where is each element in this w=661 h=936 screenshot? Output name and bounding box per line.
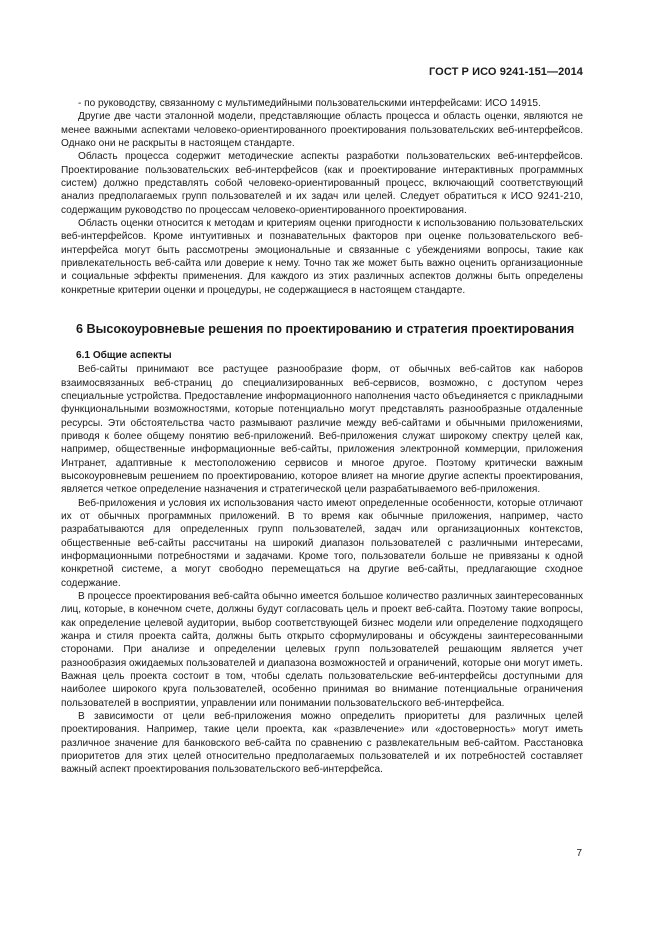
intro-paragraph: Другие две части эталонной модели, представляющие область процесса и область оценки, являются не менее важными аспектами человеко-ориентированного проектирования пользовательских веб-интерфейсов. Однако они не раскрыты в настоящем стандарте. [61, 111, 583, 150]
page-number: 7 [576, 848, 582, 859]
body-paragraph: В зависимости от цели веб-приложения можно определить приоритеты для различных целей проектирования. Например, такие цели проекта, как «развлечение» или «достоверность» могут иметь различное значение для банковского веб-сайта по сравнению с развлекательным веб-сайтом. Расстановка приоритетов для этих целей относительно предполагаемых пользователей и их потребностей составляет важный аспект проектирования пользовательского веб-интерфейса. [61, 711, 583, 776]
standard-header: ГОСТ Р ИСО 9241-151—2014 [428, 66, 583, 78]
section-title: 6 Высокоуровневые решения по проектированию и стратегия проектирования [76, 322, 575, 337]
intro-paragraph: Область процесса содержит методические аспекты разработки пользовательских веб-интерфейсов. Проектирование пользовательских веб-интерфейсов (как и проектирование интерактивных программных систем) должно представлять собой человеко-ориентированный процесс, включающий соответствующий анализ предполагаемых групп пользователей и их задач или целей. Следует обратиться к ИСО 9241-210, содержащим руководство по процессам человеко-ориентированного проектирования. [61, 151, 583, 216]
subsection-title: 6.1 Общие аспекты [76, 350, 172, 362]
body-paragraph: Веб-сайты принимают все растущее разнообразие форм, от обычных веб-сайтов как наборов взаимосвязанных веб-страниц до специализированных веб-сервисов, возможно, с доступом через специальные устройства. Предоставление информационного наполнения часто объединяется с прикладными функциональными возможностями, которые потенциально могут представлять разнообразные отдаленные ресурсы. Эти обстоятельства часто размывают различие между веб-сайтами и обычными приложениями, приводя к более общему понятию веб-приложений. Веб-приложения служат широкому спектру целей как, например, общественные информационные веб-сайты, приложения электронной коммерции, приложения Интранет, адаптивные к местоположению сервисов и многое другое. Поэтому критически важным высокоуровневым решением по проектированию, которое влияет на многие другие аспекты проектирования, является четкое определение назначения и стратегической цели разрабатываемого веб-приложения. [61, 364, 583, 496]
intro-paragraph: Область оценки относится к методам и критериям оценки пригодности к использованию пользовательских веб-интерфейсов. Кроме интуитивных и познавательных факторов при оценке пользовательского веб-интерфейса могут быть рассмотрены эмоциональные и связанные с убеждениями вопросы, такие как привлекательность веб-сайта или доверие к нему. Точно так же может быть важно оценить организационные и социальные эффекты применения. Для каждого из этих различных аспектов должны быть определены конкретные критерии оценки и процедуры, не содержащиеся в настоящем стандарте. [61, 218, 583, 296]
intro-paragraph: - по руководству, связанному с мультимедийными пользовательскими интерфейсами: ИСО 14915. [78, 98, 541, 109]
page-content [61, 97, 583, 777]
body-paragraph: В процессе проектирования веб-сайта обычно имеется большое количество различных заинтересованных лиц, которые, в конечном счете, должны будут согласовать цель и проект веб-сайта. Поэтому такие вопросы, как определение целевой аудитории, выбор соответствующей бизнес модели или определение подходящего жанра и стиля проекта сайта, должны быть открыто сформулированы и обсуждены заинтересованными сторонами. При анализе и определении целевых групп пользователей решающим является учет разнообразия ожидаемых пользователей и диапазона возможностей и ограничений, которые они могут иметь. Важная цель проекта состоит в том, чтобы сделать пользовательские веб-интерфейсы доступными для наиболее широкого круга пользователей, особенно принимая во внимание потенциальные ограничения пользователей в восприятии, управлении или понимании пользовательского веб-интерфейса. [61, 591, 583, 709]
body-paragraph: Веб-приложения и условия их использования часто имеют определенные особенности, которые отличают их от обычных программных приложений. В то время как обычные приложения, например, часто разрабатываются для определенных групп пользователей, задач или организационных контекстов, общественные веб-сайты рассчитаны на широкий диапазон пользователей с различными интересами, информационными потребностями и задачами. Кроме того, пользователи больше не привязаны к одной конкретной системе, а могут свободно перемещаться на другие веб-сайты, предлагающие сходное содержание. [61, 497, 583, 589]
